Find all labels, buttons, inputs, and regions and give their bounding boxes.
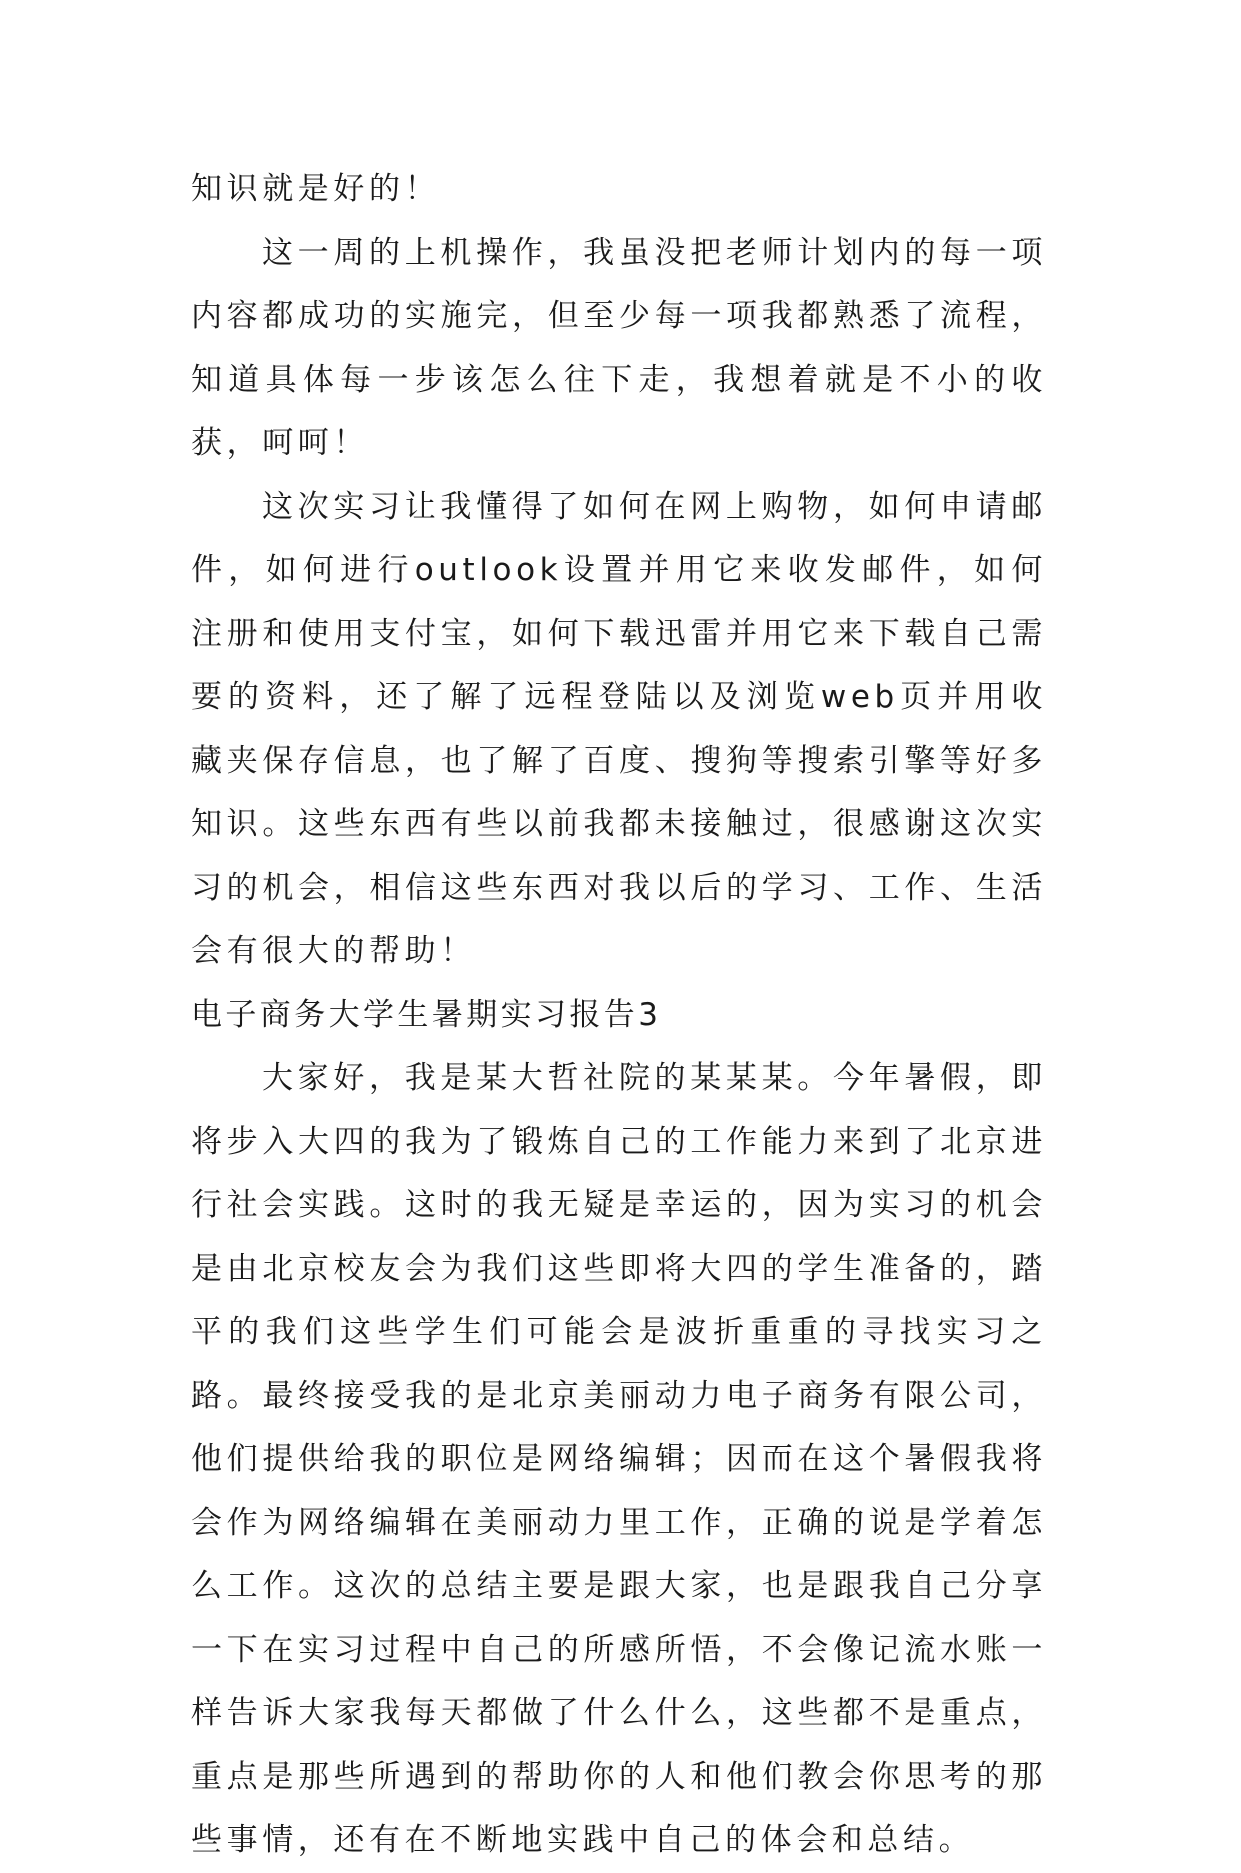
paragraph-introduction: 大家好，我是某大哲社院的某某某。今年暑假，即将步入大四的我为了锻炼自己的工作能力来到了北京进行社会实践。这时的我无疑是幸运的，因为实习的机会是由北京校友会为我们这些即将大四的学生准备的，踏平的我们这些学生们可能会是波折重重的寻找实习之路。最终接受我的是北京美丽动力电子商务有限公司，他们提供给我的职位是网络编辑；因而在这个暑假我将会作为网络编辑在美丽动力里工作，正确的说是学着怎么工作。这次的总结主要是跟大家，也是跟我自己分享一下在实习过程中自己的所感所悟，不会像记流水账一样告诉大家我每天都做了什么什么，这些都不是重点，重点是那些所遇到的帮助你的人和他们教会你思考的那些事情，还有在不断地实践中自己的体会和总结。 <box>191 1060 1047 1858</box>
paragraph-lab-operation: 这一周的上机操作，我虽没把老师计划内的每一项内容都成功的实施完，但至少每一项我都熟悉了流程，知道具体每一步该怎么往下走，我想着就是不小的收获，呵呵！ <box>191 234 1047 461</box>
paragraph-internship-skills: 这次实习让我懂得了如何在网上购物，如何申请邮件，如何进行outlook设置并用它来收发邮件，如何注册和使用支付宝，如何下载迅雷并用它来下载自己需要的资料，还了解了远程登陆以及浏览web页并用收藏夹保存信息，也了解了百度、搜狗等搜索引擎等好多知识。这些东西有些以前我都未接触过，很感谢这次实习的机会，相信这些东西对我以后的学习、工作、生活会有很大的帮助！ <box>191 488 1047 969</box>
section-title: 电子商务大学生暑期实习报告3 <box>191 996 662 1033</box>
document-body <box>191 158 1047 1873</box>
paragraph-continuation: 知识就是好的！ <box>191 171 441 207</box>
